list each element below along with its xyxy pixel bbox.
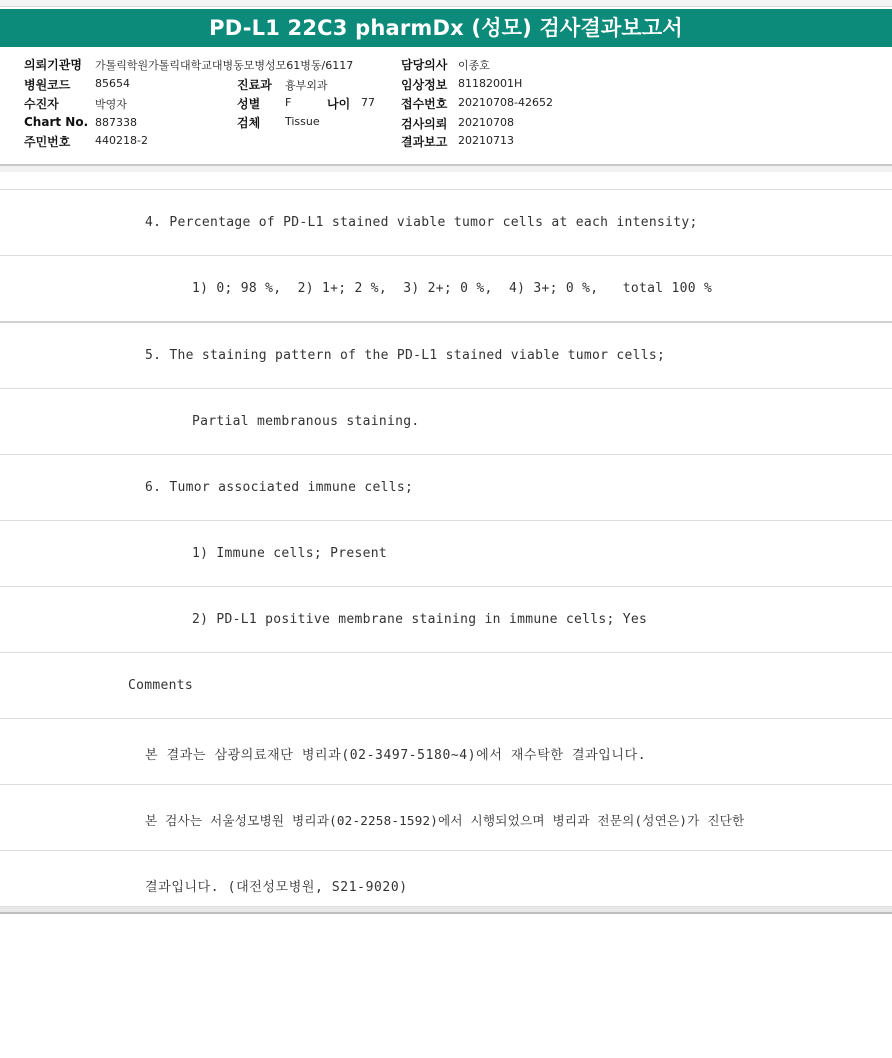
result-line: 5. The staining pattern of the PD-L1 stained viable tumor cells; <box>145 348 666 363</box>
result-row <box>0 388 892 454</box>
doctor-value: 이종호 <box>458 59 490 72</box>
age-label: 나이 <box>327 97 351 111</box>
result-row <box>0 718 892 784</box>
chart-no-value: 887338 <box>95 116 137 129</box>
receipt-no-label: 접수번호 <box>401 97 448 111</box>
result-line: 1) 0; 98 %, 2) 1+; 2 %, 3) 2+; 0 %, 4) 3+; 0 %, total 100 % <box>192 281 713 296</box>
resident-no-value: 440218-2 <box>95 134 148 147</box>
report-date-label: 결과보고 <box>401 135 448 149</box>
chart-no-label: Chart No. <box>24 115 89 129</box>
doctor-label: 담당의사 <box>401 58 448 72</box>
clinical-info-label: 임상정보 <box>401 78 448 92</box>
institution-value: 가톨릭학원가톨릭대학교대병동모병성모61병동/6117 <box>95 59 354 72</box>
sex-label: 성별 <box>237 97 261 111</box>
result-row <box>0 189 892 255</box>
hospital-code-label: 병원코드 <box>24 78 71 92</box>
result-line: Partial membranous staining. <box>192 414 420 429</box>
result-row <box>0 454 892 520</box>
comment-line: 본 결과는 삼광의료재단 병리과(02-3497-5180~4)에서 재수탁한 결과입니다. <box>145 748 647 763</box>
department-value: 흉부외과 <box>285 79 328 92</box>
info-divider-shade <box>0 166 892 172</box>
result-row <box>0 586 892 652</box>
patient-info-panel <box>0 47 892 164</box>
result-row <box>0 255 892 321</box>
result-row <box>0 652 892 718</box>
report-title: PD-L1 22C3 pharmDx (성모) 검사결과보고서 <box>0 9 892 47</box>
department-label: 진료과 <box>237 78 272 92</box>
result-line: 1) Immune cells; Present <box>192 546 388 561</box>
clinical-info-value: 81182001H <box>458 77 523 90</box>
result-row <box>0 784 892 850</box>
sex-value: F <box>285 96 292 109</box>
institution-label: 의뢰기관명 <box>24 58 82 72</box>
recipient-value: 박영자 <box>95 98 127 111</box>
specimen-value: Tissue <box>285 115 320 128</box>
recipient-label: 수진자 <box>24 97 59 111</box>
age-value: 77 <box>361 96 375 109</box>
report-date-value: 20210713 <box>458 134 514 147</box>
specimen-label: 검체 <box>237 116 261 130</box>
comments-heading: Comments <box>128 678 194 693</box>
top-divider <box>0 0 892 7</box>
result-rows <box>0 189 892 916</box>
result-row <box>0 520 892 586</box>
result-line: 6. Tumor associated immune cells; <box>145 480 414 495</box>
receipt-no-value: 20210708-42652 <box>458 96 553 109</box>
end-bar <box>0 907 892 914</box>
request-date-value: 20210708 <box>458 116 514 129</box>
result-row <box>0 321 892 388</box>
comment-line: 결과입니다. (대전성모병원, S21-9020) <box>145 880 408 895</box>
hospital-code-value: 85654 <box>95 77 130 90</box>
result-line: 2) PD-L1 positive membrane staining in immune cells; Yes <box>192 612 648 627</box>
resident-no-label: 주민번호 <box>24 135 71 149</box>
result-line: 4. Percentage of PD-L1 stained viable tumor cells at each intensity; <box>145 215 698 230</box>
request-date-label: 검사의뢰 <box>401 117 448 131</box>
comment-line: 본 검사는 서울성모병원 병리과(02-2258-1592)에서 시행되었으며 병리과 전문의(성연은)가 진단한 <box>145 813 745 828</box>
